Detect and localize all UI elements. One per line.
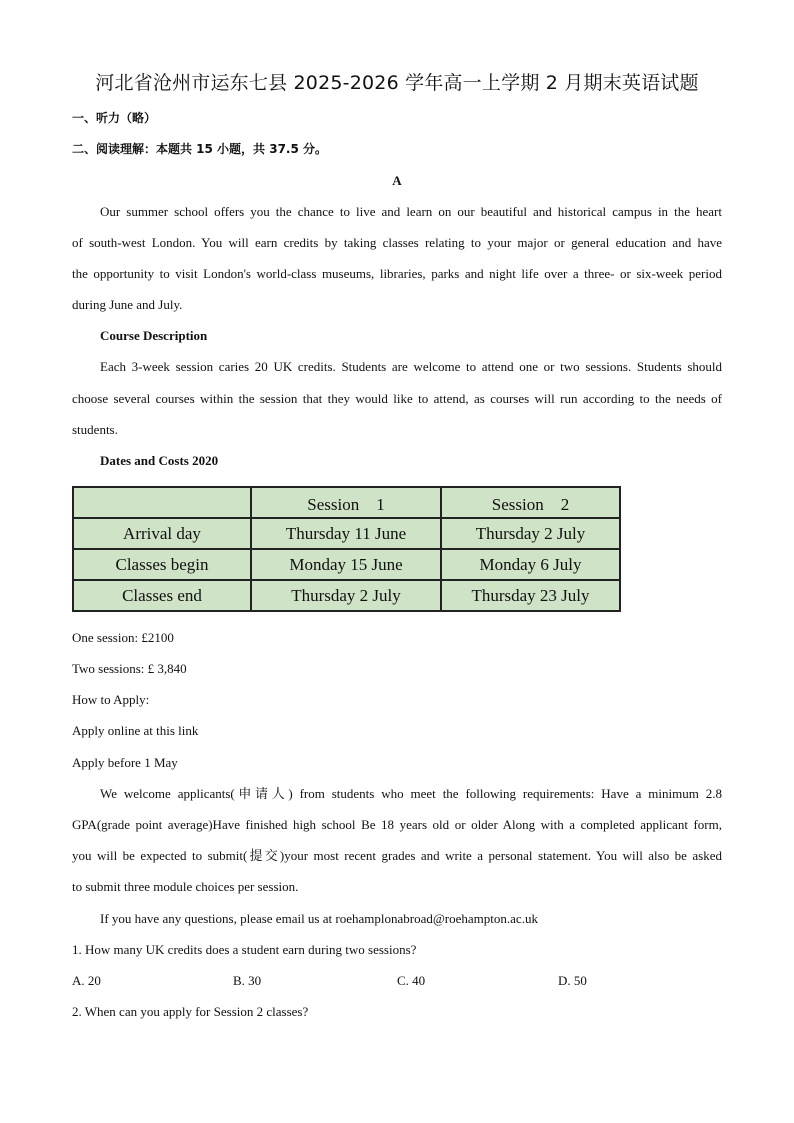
question-1: 1. How many UK credits does a student earn during two sessions?	[72, 942, 417, 957]
page-title: 河北省沧州市运东七县 2025-2026 学年高一上学期 2 月期末英语试题	[95, 72, 699, 94]
course-line-2: choose several courses within the session that they would like to attend, as courses will run according to the needs of	[72, 391, 722, 406]
requirements-line-4: to submit three module choices per session.	[72, 879, 299, 894]
table-cell: Classes begin	[73, 549, 251, 580]
table-header-cell	[73, 487, 251, 518]
table-header-cell: Session 2	[441, 487, 620, 518]
course-line-3: students.	[72, 422, 118, 437]
course-description-heading: Course Description	[100, 328, 208, 343]
cost-two-sessions: Two sessions: £ 3,840	[72, 661, 187, 676]
intro-line-2: of south-west London. You will earn credits by taking classes relating to your major or general education and have	[72, 235, 722, 250]
table-cell: Arrival day	[73, 518, 251, 549]
table-cell: Thursday 23 July	[441, 580, 620, 611]
table-row	[73, 580, 620, 611]
dates-costs-heading: Dates and Costs 2020	[100, 453, 219, 468]
intro-line-1: Our summer school offers you the chance to live and learn on our beautiful and historical campus in the heart	[100, 204, 722, 219]
requirements-line-3: you will be expected to submit(提交)your most recent grades and write a personal statement. You will also be asked	[72, 848, 722, 863]
q1-option-a: A. 20	[72, 973, 101, 988]
section-listening-heading: 一、听力（略）	[72, 111, 157, 125]
table-header-cell: Session 1	[251, 487, 441, 518]
requirements-line-1: We welcome applicants(申请人) from students who meet the following requirements: Have a minimum 2.8	[100, 786, 722, 801]
table-header-row	[73, 487, 620, 518]
table-row	[73, 549, 620, 580]
table-cell: Thursday 2 July	[441, 518, 620, 549]
contact-email-text: If you have any questions, please email us at roehamplonabroad@roehampton.ac.uk	[100, 911, 538, 926]
apply-online: Apply online at this link	[72, 723, 199, 738]
requirements-line-2: GPA(grade point average)Have finished high school Be 18 years old or older Along with a completed applicant form,	[72, 817, 722, 832]
course-line-1: Each 3-week session caries 20 UK credits. Students are welcome to attend one or two sessions. Students should	[100, 359, 722, 374]
passage-label: A	[392, 173, 402, 188]
cost-one-session: One session: £2100	[72, 630, 174, 645]
session-schedule-table	[72, 486, 621, 612]
table-cell: Thursday 2 July	[251, 580, 441, 611]
question-2: 2. When can you apply for Session 2 classes?	[72, 1004, 309, 1019]
apply-deadline: Apply before 1 May	[72, 755, 178, 770]
how-to-apply: How to Apply:	[72, 692, 150, 707]
q1-option-b: B. 30	[233, 973, 262, 988]
q1-option-c: C. 40	[397, 973, 426, 988]
table-row	[73, 518, 620, 549]
table-cell: Monday 15 June	[251, 549, 441, 580]
q1-option-d: D. 50	[558, 973, 587, 988]
table-cell: Classes end	[73, 580, 251, 611]
intro-line-4: during June and July.	[72, 297, 183, 312]
intro-line-3: the opportunity to visit London's world-class museums, libraries, parks and night life over a three- or six-week period	[72, 266, 722, 281]
table-cell: Thursday 11 June	[251, 518, 441, 549]
table-cell: Monday 6 July	[441, 549, 620, 580]
section-reading-heading: 二、阅读理解：本题共 15 小题，共 37.5 分。	[72, 142, 328, 156]
